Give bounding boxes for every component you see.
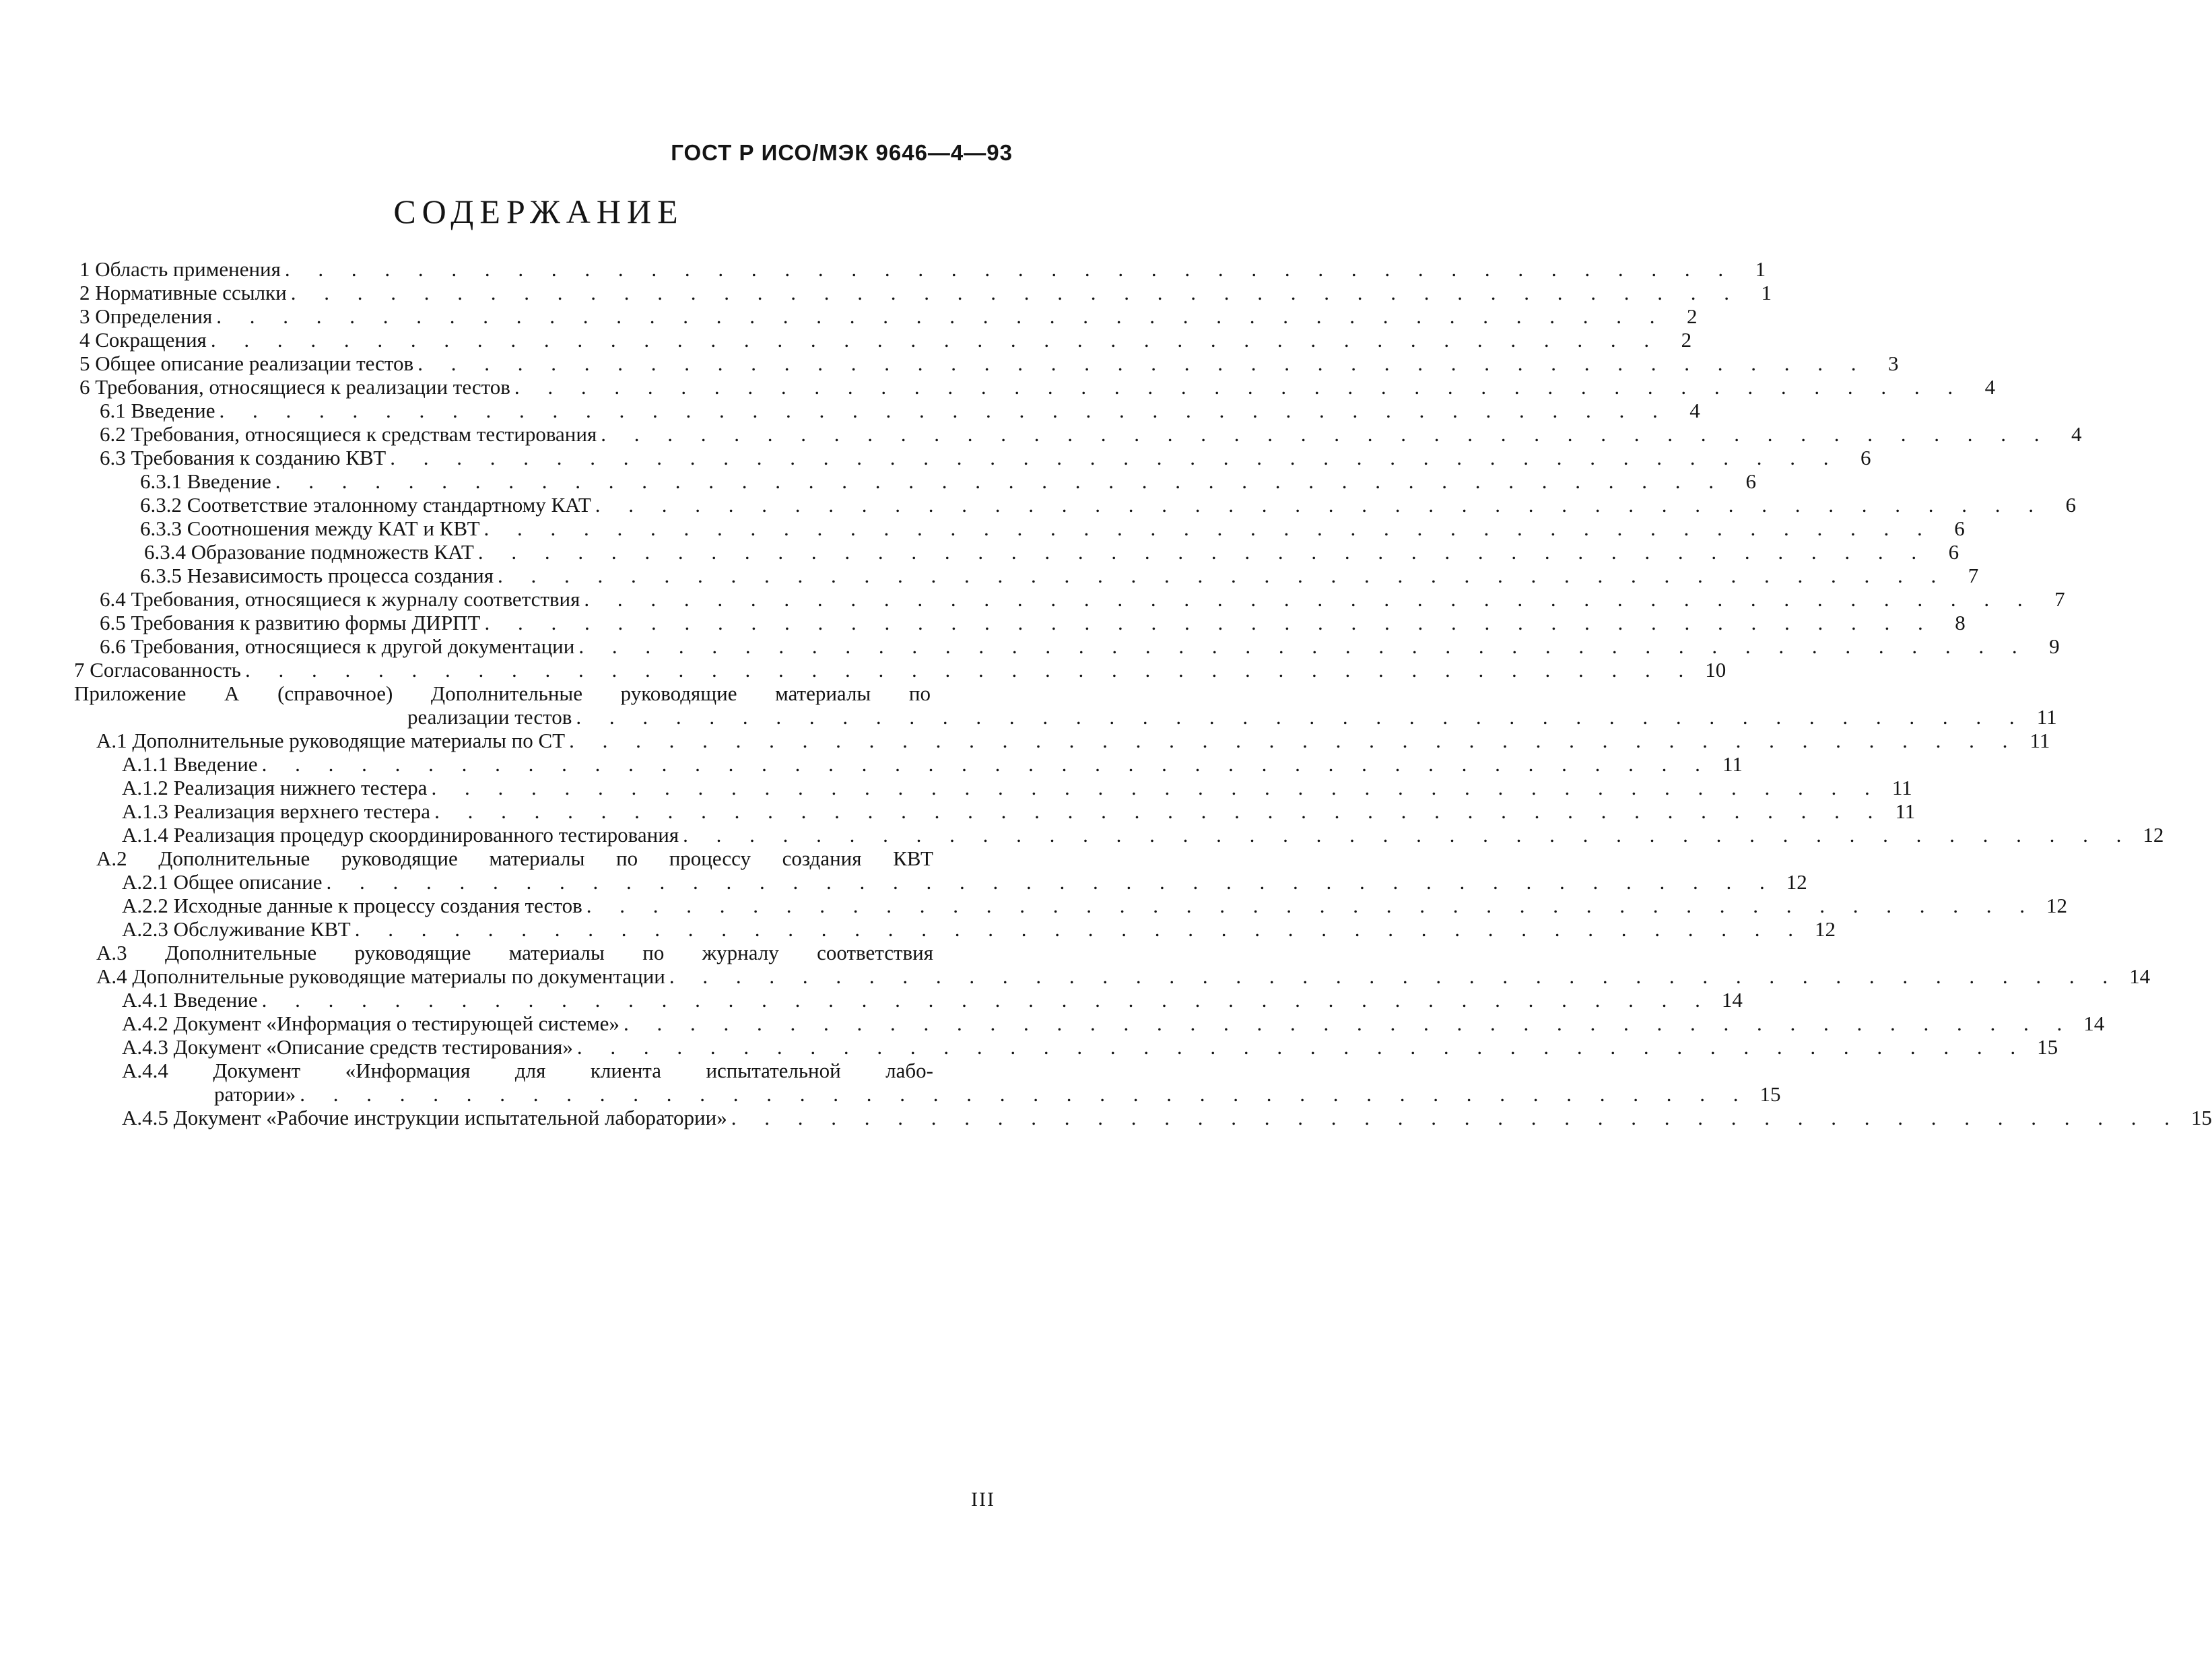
toc-entry-text: А.4 Дополнительные руководящие материалы по документации <box>96 964 665 988</box>
toc-page-number: 15 <box>2190 1106 2212 1129</box>
toc-entry[interactable] <box>122 988 1743 1012</box>
toc-entry[interactable] <box>140 564 1979 587</box>
toc-entry-text: 6.2 Требования, относящиеся к средствам тестирования <box>100 422 597 446</box>
toc-entry[interactable] <box>122 1012 2105 1035</box>
toc-page-number: 7 <box>1968 564 1979 587</box>
toc-page-number: 2 <box>1681 328 1692 352</box>
toc-entry-text: А.1.1 Введение <box>122 752 258 776</box>
toc-entry-text: А.4.1 Введение <box>122 988 258 1012</box>
toc-entry-text: А.2.3 Обслуживание КВТ <box>122 917 351 941</box>
toc-entry-text: А.2.2 Исходные данные к процессу создания тестов <box>122 894 582 917</box>
toc-entry[interactable] <box>140 469 1756 493</box>
toc-page-number: 15 <box>1759 1082 1781 1106</box>
toc-entry-text: 6.6 Требования, относящиеся к другой документации <box>100 634 575 658</box>
toc-page-number: 11 <box>1722 752 1743 776</box>
toc-entry[interactable] <box>122 799 1916 823</box>
toc-entry-text: 6.3.1 Введение <box>140 469 271 493</box>
leader-dots: . . . . . . . . . . . . . . . . . . . . . . . . . . . . . . . . . . . . . . . . . . . . <box>576 1035 2027 1059</box>
toc-entry[interactable] <box>122 1106 2212 1129</box>
leader-dots: . . . . . . . . . . . . . . . . . . . . . . . . . . . . . . . . . . . . . . . . . . . . <box>261 988 1712 1012</box>
toc-entry[interactable] <box>122 752 1743 776</box>
toc-entry[interactable] <box>96 964 2151 988</box>
toc-entry[interactable] <box>122 1059 933 1082</box>
page-title: СОДЕРЖАНИЕ <box>393 193 684 230</box>
toc-entry[interactable] <box>74 658 1727 682</box>
toc-entry-text: 7 Согласованность <box>74 658 241 682</box>
toc-entry-text: А.3 Дополнительные руководящие материалы по журналу соответствия <box>96 941 933 964</box>
leader-dots: . . . . . . . . . . . . . . . . . . . . . . . . . . . . . . . . . . . . . . . . . . . . <box>584 587 2034 611</box>
leader-dots: . . . . . . . . . . . . . . . . . . . . . . . . . . . . . . . . . . . . . . . . . . . . <box>731 1106 2181 1129</box>
leader-dots: . . . . . . . . . . . . . . . . . . . . . . . . . . . . . . . . . . . . . . . . . . . . <box>300 1082 1750 1106</box>
toc-page-number: 6 <box>2065 493 2077 517</box>
leader-dots: . . . . . . . . . . . . . . . . . . . . . . . . . . . . . . . . . . . . . . . . . . . . <box>586 894 2036 917</box>
toc-entry-text: 6.5 Требования к развитию формы ДИРПТ <box>100 611 481 634</box>
toc-page-number: 11 <box>1895 799 1916 823</box>
toc-page-number: 15 <box>2037 1035 2058 1059</box>
leader-dots: . . . . . . . . . . . . . . . . . . . . . . . . . . . . . . . . . . . . . . . . . . . . <box>275 469 1725 493</box>
toc-page-number: 8 <box>1955 611 1966 634</box>
leader-dots: . . . . . . . . . . . . . . . . . . . . . . . . . . . . . . . . . . . . . . . . . . . . <box>326 870 1776 894</box>
leader-dots: . . . . . . . . . . . . . . . . . . . . . . . . . . . . . . . . . . . . . . . . . . . . <box>595 493 2046 517</box>
toc-entry-text: А.1.2 Реализация нижнего тестера <box>122 776 428 799</box>
toc-page-number: 4 <box>1984 375 1996 399</box>
leader-dots: . . . . . . . . . . . . . . . . . . . . . . . . . . . . . . . . . . . . . . . . . . . . <box>261 752 1712 776</box>
toc-page-number: 4 <box>1689 399 1700 422</box>
toc-entry[interactable] <box>79 352 1899 375</box>
leader-dots: . . . . . . . . . . . . . . . . . . . . . . . . . . . . . . . . . . . . . . . . . . . . <box>514 375 1965 399</box>
leader-dots: . . . . . . . . . . . . . . . . . . . . . . . . . . . . . . . . . . . . . . . . . . . . <box>290 281 1741 304</box>
toc-page-number: 11 <box>2036 705 2057 729</box>
toc-page-number: 10 <box>1705 658 1727 682</box>
toc-page-number: 9 <box>2049 634 2060 658</box>
toc-page-number: 1 <box>1761 281 1772 304</box>
toc-entry[interactable] <box>214 1082 1781 1106</box>
toc-entry[interactable] <box>96 942 933 964</box>
toc-entry-text: 6.3.2 Соответствие эталонному стандартному КАТ <box>140 493 591 517</box>
toc-entry-text: 6.1 Введение <box>100 399 215 422</box>
toc-entry-text: А.1.4 Реализация процедур скоординированного тестирования <box>122 823 679 847</box>
leader-dots: . . . . . . . . . . . . . . . . . . . . . . . . . . . . . . . . . . . . . . . . . . . . <box>484 611 1935 634</box>
toc-entry[interactable] <box>122 894 2067 917</box>
leader-dots: . . . . . . . . . . . . . . . . . . . . . . . . . . . . . . . . . . . . . . . . . . . . <box>497 564 1948 587</box>
toc-page-number: 1 <box>1755 257 1766 281</box>
toc-entry-text: 6.3.5 Независимость процесса создания <box>140 564 494 587</box>
toc-entry-text: реализации тестов <box>407 705 572 729</box>
toc-page-number: 6 <box>1948 540 1959 564</box>
leader-dots: . . . . . . . . . . . . . . . . . . . . . . . . . . . . . . . . . . . . . . . . . . . . <box>434 799 1885 823</box>
toc-entry[interactable] <box>140 517 1965 540</box>
leader-dots: . . . . . . . . . . . . . . . . . . . . . . . . . . . . . . . . . . . . . . . . . . . . <box>244 658 1696 682</box>
toc-entry-text: 1 Область применения <box>79 257 281 281</box>
toc-entry[interactable] <box>122 823 2164 847</box>
toc-entry-text: А.4.4 Документ «Информация для клиента испытательной лабо- <box>122 1059 933 1082</box>
toc-entry[interactable] <box>144 540 1959 564</box>
leader-dots: . . . . . . . . . . . . . . . . . . . . . . . . . . . . . . . . . . . . . . . . . . . . <box>477 540 1929 564</box>
toc-entry[interactable] <box>100 446 1871 469</box>
toc-entry-text: А.4.5 Документ «Рабочие инструкции испытательной лаборатории» <box>122 1106 727 1129</box>
toc-entry[interactable] <box>122 776 1912 799</box>
toc-entry-text: А.4.3 Документ «Описание средств тестирования» <box>122 1035 573 1059</box>
toc-entry-text: 3 Определения <box>79 304 213 328</box>
leader-dots: . . . . . . . . . . . . . . . . . . . . . . . . . . . . . . . . . . . . . . . . . . . . <box>431 776 1881 799</box>
page-folio: III <box>971 1488 995 1511</box>
toc-entry-text: 4 Сокращения <box>79 328 207 352</box>
toc-page-number: 12 <box>2046 894 2067 917</box>
toc-entry-text: 2 Нормативные ссылки <box>79 281 287 304</box>
toc-entry-text: А.1 Дополнительные руководящие материалы по СТ <box>96 729 566 752</box>
toc-entry[interactable] <box>122 870 1807 894</box>
toc-entry[interactable] <box>79 257 1766 281</box>
toc-entry-text: А.4.2 Документ «Информация о тестирующей системе» <box>122 1012 619 1035</box>
toc-entry[interactable] <box>122 1035 2058 1059</box>
toc-entry[interactable] <box>79 304 1698 328</box>
toc-page-number: 6 <box>1860 446 1871 469</box>
leader-dots: . . . . . . . . . . . . . . . . . . . . . . . . . . . . . . . . . . . . . . . . . . . . <box>417 352 1868 375</box>
toc-page-number: 14 <box>2083 1012 2105 1035</box>
toc-entry-text: 5 Общее описание реализации тестов <box>79 352 414 375</box>
toc-entry-text: 6.3.4 Образование подмножеств КАТ <box>144 540 474 564</box>
toc-entry-text: Приложение А (справочное) Дополнительные руководящие материалы по <box>74 682 931 705</box>
leader-dots: . . . . . . . . . . . . . . . . . . . . . . . . . . . . . . . . . . . . . . . . . . . . <box>284 257 1735 281</box>
toc-entry[interactable] <box>79 375 1996 399</box>
toc-page-number: 12 <box>2143 823 2164 847</box>
toc-entry[interactable] <box>96 847 933 870</box>
toc-entry[interactable] <box>100 611 1966 634</box>
toc-entry-text: 6.3.3 Соотношения между КАТ и КВТ <box>140 517 480 540</box>
toc-entry[interactable] <box>100 422 2082 446</box>
document-code: ГОСТ Р ИСО/МЭК 9646—4—93 <box>671 140 1013 165</box>
leader-dots: . . . . . . . . . . . . . . . . . . . . . . . . . . . . . . . . . . . . . . . . . . . . <box>354 917 1805 941</box>
toc-page-number: 4 <box>2071 422 2082 446</box>
toc-entry[interactable] <box>122 917 1836 941</box>
leader-dots: . . . . . . . . . . . . . . . . . . . . . . . . . . . . . . . . . . . . . . . . . . . . <box>683 823 2133 847</box>
leader-dots: . . . . . . . . . . . . . . . . . . . . . . . . . . . . . . . . . . . . . . . . . . . . <box>576 705 2026 729</box>
toc-page-number: 3 <box>1887 352 1899 375</box>
toc-entry[interactable] <box>79 281 1772 304</box>
toc-page-number: 11 <box>1891 776 1912 799</box>
leader-dots: . . . . . . . . . . . . . . . . . . . . . . . . . . . . . . . . . . . . . . . . . . . . <box>390 446 1840 469</box>
toc-page-number: 14 <box>1721 988 1743 1012</box>
leader-dots: . . . . . . . . . . . . . . . . . . . . . . . . . . . . . . . . . . . . . . . . . . . . <box>216 304 1667 328</box>
toc-entry-text: 6.4 Требования, относящиеся к журналу соответствия <box>100 587 580 611</box>
toc-entry-text: ратории» <box>214 1082 296 1106</box>
toc-entry[interactable] <box>79 328 1692 352</box>
toc-entry[interactable] <box>140 493 2077 517</box>
toc-entry-text: А.2.1 Общее описание <box>122 870 323 894</box>
toc-page-number: 6 <box>1954 517 1965 540</box>
toc-entry-text: А.1.3 Реализация верхнего тестера <box>122 799 431 823</box>
toc-entry[interactable] <box>100 587 2065 611</box>
toc-entry[interactable] <box>407 705 2057 729</box>
toc-page-number: 14 <box>2129 964 2151 988</box>
toc-entry-text: 6.3 Требования к созданию КВТ <box>100 446 387 469</box>
leader-dots: . . . . . . . . . . . . . . . . . . . . . . . . . . . . . . . . . . . . . . . . . . . . <box>578 634 2029 658</box>
leader-dots: . . . . . . . . . . . . . . . . . . . . . . . . . . . . . . . . . . . . . . . . . . . . <box>601 422 2051 446</box>
toc-entry[interactable] <box>74 682 931 705</box>
toc-page-number: 12 <box>1814 917 1836 941</box>
leader-dots: . . . . . . . . . . . . . . . . . . . . . . . . . . . . . . . . . . . . . . . . . . . . <box>569 729 2019 752</box>
leader-dots: . . . . . . . . . . . . . . . . . . . . . . . . . . . . . . . . . . . . . . . . . . . . <box>483 517 1934 540</box>
toc-entry-text: А.2 Дополнительные руководящие материалы по процессу создания КВТ <box>96 847 933 870</box>
toc-entry[interactable] <box>96 729 2050 752</box>
toc-page-number: 2 <box>1687 304 1698 328</box>
leader-dots: . . . . . . . . . . . . . . . . . . . . . . . . . . . . . . . . . . . . . . . . . . . . <box>210 328 1661 352</box>
toc-page-number: 6 <box>1745 469 1756 493</box>
toc-entry[interactable] <box>100 399 1700 422</box>
leader-dots: . . . . . . . . . . . . . . . . . . . . . . . . . . . . . . . . . . . . . . . . . . . . <box>623 1012 2074 1035</box>
toc-page-number: 7 <box>2054 587 2065 611</box>
toc-entry[interactable] <box>100 634 2060 658</box>
toc-entry-text: 6 Требования, относящиеся к реализации тестов <box>79 375 510 399</box>
toc-page-number: 11 <box>2030 729 2050 752</box>
toc-page-number: 12 <box>1786 870 1807 894</box>
leader-dots: . . . . . . . . . . . . . . . . . . . . . . . . . . . . . . . . . . . . . . . . . . . . <box>219 399 1669 422</box>
leader-dots: . . . . . . . . . . . . . . . . . . . . . . . . . . . . . . . . . . . . . . . . . . . . <box>669 964 2120 988</box>
